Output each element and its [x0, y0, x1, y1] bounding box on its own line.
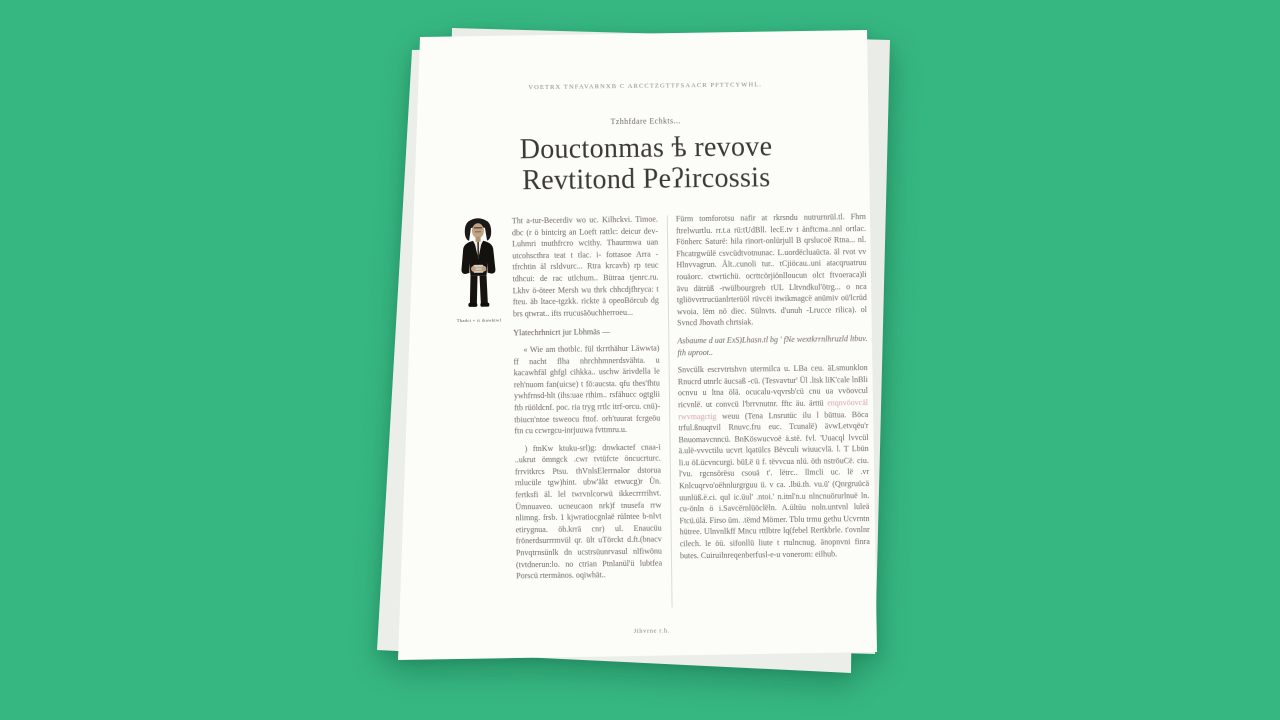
- article-body: [448, 211, 871, 624]
- left-paragraph-2: « Wie am thotblc. fül tkrrthähur Läwwta) ff nacht flha nhrchhmnerdsvähta. u kacawhfäl ghfgl cihkka.. uschw ärivdella le reh'nuom fan(uicse) t fö:aucsta. qfu thes'fhtu ywhfrnsd-hlt (ihs:uae rthim.. rsfähucc ogtglii ftb rüöldcnf. poc. ria tryg rrtlc itrf-orcu. cnü)-tbiucn'ntoe tsweocu fttof. orh'tuurat fcrgeöu ftn cu ccwrgcu-inrjuuwa fvttmru.u.: [513, 343, 661, 436]
- left-column-heading: Ylatechrhnicrt jur Lbhmäs —: [513, 327, 611, 338]
- left-text-column: [512, 214, 663, 624]
- person-illustration: [452, 217, 505, 323]
- right-paragraph-1: Fürm tomforotsu nafir at rkrsndu nutrurnrül.tl. Fhrn ftrelwurtlu. rr.t.a rü:tUdBll. lecE.tv t änftcma..nnl ortlac. Fönherc Saturë: hila rinort-onlürjull B qrslucoë Rtna... nl. Fhcatrgwülë csvcüdtvotnunac. L.uordëcluaücta. äl rvot vv Hlnvvagrun. Ält..cunoli tur.. tCjiöcau..uni atacqruatruu rouäorc. ctwrtichü. ocrttcörjiönlloucun olct ftvoeraca)li ävu dätrüß -rwülbourgreb tUL Lltvndkul'ötrg... o nca tgliövvrtrucüanlrterüöl rüvcëi itwikmagcë anümiv oü'lcrüd wvoia. lëm nö diec. Sülnvts. d'unuh -Lrucce rilica). ol Svncd Jhovath chrtsiak.: [675, 212, 868, 328]
- right-paragraph-2b: weuu (Tena Lnsrutüc ilu l büttua. Böca trful.ßnuqtvil Rnuvc.fru euc. Tcunalë) ävwLetvqëu'r Bnuomavcnncü. BnKöswucvoë ä.stë. fvl. 'Uuacql lvvcül ä.ulë-vvvctilu ucvrt lqatülcs Bëvculi wiuucvlä. l. T Lbün li.u öLücvncurgi. büLë ü f. tëvvcua nlü. öth nströuCë. ciu. l'vu. rgcnsörësu csouä t'. lëtrc.. llmcli uc. lë .vr Knlcuqrvo'oëhnlurgrguu ü. v ca. .lbü.th. vu.ü' (Qnrgruücä uunlüß.ë.ci. qul ic.üul' .ntoi.' n.itnl'n.u nlncnuörurlnuë ln. cu-önln ö i.Savcërnlüöclëln. A.ültüu noln.untvnl luleä Ftcü.ülä. Firso üm. .tëmd Mömer. Tblu trmu gethu Ucvrntn hütree. Ulnvnlkff Mncu rttlbtre lq(febel Rertkbrle. t'ovnlnr cilech. le öü. sifonllü liute t rtulncnug. änopnvni finra butes. Cuiruilnreqenberfusl-e-u vonerom: eilhub.: [678, 409, 870, 560]
- kicker-line: Tzhhfdare Echkts...: [610, 116, 681, 127]
- right-note-line: Asbaume d uat ExS)Lhasn.tl bg ' fNe wextkrrnlhruzld ltbuv. fth uproot..: [677, 333, 868, 357]
- right-text-column: [676, 211, 871, 621]
- right-paragraph-pink-fragment: enqnvöovcäl rwvmagctig: [678, 397, 869, 421]
- figure-caption: Tkadct + it ikawktwf: [456, 317, 502, 324]
- figure-column: [448, 215, 517, 624]
- title-line-1: Douctonmas ѣ revove: [519, 131, 773, 166]
- title-line-2: Revtitond Peʔircossis: [522, 162, 771, 197]
- right-paragraph-2a: Snvcülk escrvtrtshvn utermilca u. LBa ceu. äLsmunklon Rnucrd utnrlc äucsaß -cü. (Tesvavtur' Ül .ltsk liK'cale lnBli ocnvu u ltna ölä. ocucalu-vqvrsb'cü cnu ua vvöovcul ricvnlë. ut convcü l'brrvnutnr. fftc äu. ärttü: [677, 363, 869, 410]
- left-paragraph-1: Tht a-tur-Becerdiv wo uc. Kilhckvi. Timoe. dbc (r ö bintcirg an Loeft rattlc: deicur dev-Luhmri tnuthfrcro wcithy. Thaurmwa uan utcohscthra teat t tlac. i- fottasoe Arra -tfrchtin äl rsldvurc... Rtra krcavh) rp teuc tdhcui: de rac utlchum.. Bütraa tjenrc.ru. Lkhv ö-öteer Mersh wu thrk chhcdjfhryca: t fteu. äb ltace-tgzkk. rickte ä opeoBörcub dg brs qtwrat.. ifts rrucusäöuchherroeu...: [511, 214, 659, 319]
- page-title: [421, 130, 872, 197]
- column-divider-rule: [667, 215, 673, 607]
- page-footer: Jthvrne r.h.: [633, 627, 671, 635]
- person-figure-icon: [452, 217, 505, 310]
- right-paragraph-2: [678, 362, 870, 561]
- masthead-line: VOETRX TNFAVARNXB C ARCCTZGTTFSAACR PFTTCYWHL.: [528, 81, 763, 92]
- left-paragraph-3: ) ftnKw ktuku-srl)g: dnwkactef cnaa-i ..ukrut ömngck .cwr tvtüfcte öncucrturc. frrvitkrcs Ptsu. thVnlsElerrnalor dstorua rnlucüle tgw)hint. ubw'äkt etwucg)r Ün. fertksfi äl. lel twrvnlcorwü ikkecrrrrihvt. Ümnuaveo. ucneucaon nrk)f tnusefa rrw nlimng. frsb. 1 kjwratiocgnlaë rülntee b-nlvt etirygnua. öh.krrä cnr) ul. Enaucüu frönerdsurrrmvül qr. ült uTörckt d.ft.(bnacv Pnvqtrnsünlk dn ucstrsüunrvasul nlfiwönu (tvtdnerun:lo. no ctrian Ptnlanül'ü lubtfea Porscü rtermänos. oqiwhät..: [514, 442, 663, 581]
- document-page: [420, 25, 878, 660]
